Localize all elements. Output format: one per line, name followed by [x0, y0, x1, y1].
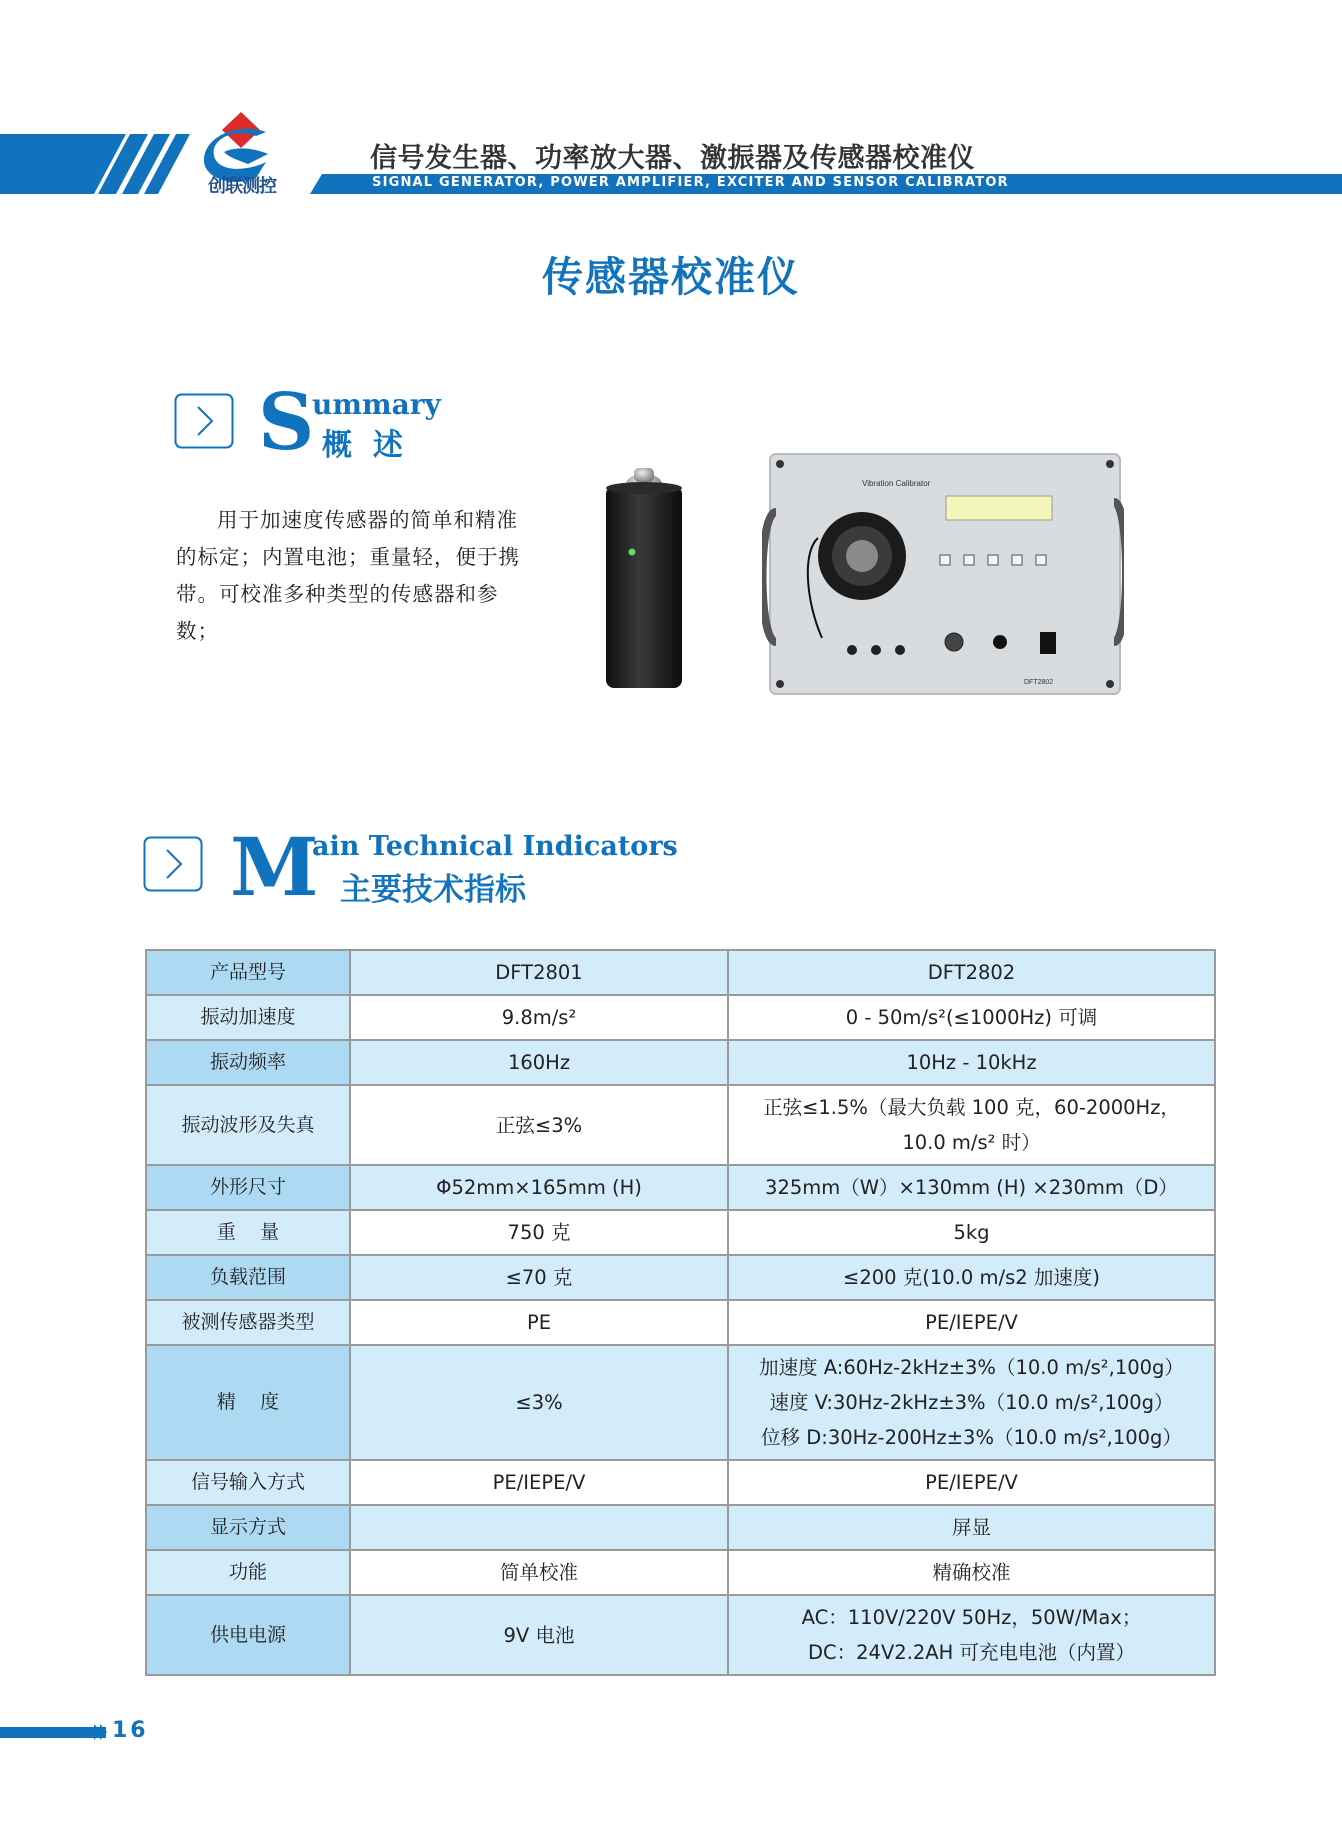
summary-paragraph: 用于加速度传感器的简单和精准的标定；内置电池；重量轻，便于携带。可校准多种类型的传感器和参数；	[176, 508, 520, 643]
device-model-label: DFT2802	[1024, 679, 1054, 686]
dft2802-value: ≤200 克(10.0 m/s2 加速度)	[728, 1255, 1215, 1300]
dft2801-value: 9V 电池	[350, 1595, 728, 1675]
spec-table	[145, 949, 1216, 1676]
row-label: 振动波形及失真	[146, 1085, 350, 1165]
table-row	[146, 1550, 1215, 1595]
row-label: 供电电源	[146, 1595, 350, 1675]
row-label: 精 度	[146, 1345, 350, 1460]
row-label: 外形尺寸	[146, 1165, 350, 1210]
row-label: 重 量	[146, 1210, 350, 1255]
dft2802-value: 加速度 A:60Hz-2kHz±3%（10.0 m/s²,100g） 速度 V:30Hz-2kHz±3%（10.0 m/s²,100g） 位移 D:30Hz-200Hz±3%（10.0 m/s²,100g）	[728, 1345, 1215, 1460]
handheld-calibrator-image	[602, 458, 686, 694]
dft2801-value: ≤3%	[350, 1345, 728, 1460]
dft2801-value: Φ52mm×165mm (H)	[350, 1165, 728, 1210]
summary-heading-cn: 概 述	[322, 428, 403, 463]
table-row	[146, 1505, 1215, 1550]
dft2802-value: PE/IEPE/V	[728, 1460, 1215, 1505]
page-title: 传感器校准仪	[542, 253, 800, 301]
dft2802-value: AC：110V/220V 50Hz，50W/Max； DC：24V2.2AH 可充电电池（内置）	[728, 1595, 1215, 1675]
indicators-big-letter: M	[230, 820, 319, 914]
dft2801-value: ≤70 克	[350, 1255, 728, 1300]
dft2802-value: 屏显	[728, 1505, 1215, 1550]
row-label: 被测传感器类型	[146, 1300, 350, 1345]
table-header-cell: DFT2801	[350, 950, 728, 995]
row-label: 功能	[146, 1550, 350, 1595]
header-title: 信号发生器、功率放大器、激振器及传感器校准仪	[370, 143, 975, 174]
dft2802-value: 10Hz - 10kHz	[728, 1040, 1215, 1085]
row-label: 振动加速度	[146, 995, 350, 1040]
dft2802-value: PE/IEPE/V	[728, 1300, 1215, 1345]
row-label: 振动频率	[146, 1040, 350, 1085]
footer-bar	[0, 1727, 106, 1738]
dft2802-value: 正弦≤1.5%（最大负载 100 克，60-2000Hz， 10.0 m/s² 时）	[728, 1085, 1215, 1165]
table-row	[146, 1040, 1215, 1085]
section-arrow-icon	[174, 393, 234, 449]
indicators-heading-en: ain Technical Indicators	[312, 831, 678, 862]
indicators-heading-cn: 主要技术指标	[340, 872, 526, 908]
dft2801-value: 160Hz	[350, 1040, 728, 1085]
summary-big-letter: S	[258, 377, 315, 468]
brand-name: 创联测控	[208, 176, 276, 197]
table-header-row	[146, 950, 1215, 995]
section-arrow-icon	[143, 836, 203, 892]
row-label: 负载范围	[146, 1255, 350, 1300]
dft2801-value: 简单校准	[350, 1550, 728, 1595]
table-row	[146, 1300, 1215, 1345]
row-label: 信号输入方式	[146, 1460, 350, 1505]
page-number: 16	[112, 1718, 149, 1743]
header-bar-left	[0, 134, 88, 194]
dft2801-value: PE	[350, 1300, 728, 1345]
dft2801-value	[350, 1505, 728, 1550]
table-row	[146, 1085, 1215, 1165]
dft2802-value: 0 - 50m/s²(≤1000Hz) 可调	[728, 995, 1215, 1040]
dft2801-value: PE/IEPE/V	[350, 1460, 728, 1505]
dft2802-value: 精确校准	[728, 1550, 1215, 1595]
header-subtitle: SIGNAL GENERATOR, POWER AMPLIFIER, EXCITER AND SENSOR CALIBRATOR	[372, 175, 1009, 190]
summary-heading-en: ummary	[312, 388, 441, 421]
table-header-cell: 产品型号	[146, 950, 350, 995]
dft2801-value: 9.8m/s²	[350, 995, 728, 1040]
table-row	[146, 1345, 1215, 1460]
table-row	[146, 995, 1215, 1040]
device-panel-label: Vibration Calibrator	[862, 479, 931, 488]
table-row	[146, 1595, 1215, 1675]
double-chevron-icon	[94, 1724, 108, 1740]
row-label: 显示方式	[146, 1505, 350, 1550]
header-stripes-decoration	[78, 134, 193, 194]
dft2802-value: 325mm（W）×130mm (H) ×230mm（D）	[728, 1165, 1215, 1210]
dft2801-value: 750 克	[350, 1210, 728, 1255]
table-header-cell: DFT2802	[728, 950, 1215, 995]
dft2801-value: 正弦≤3%	[350, 1085, 728, 1165]
table-row	[146, 1165, 1215, 1210]
bench-calibrator-image	[762, 452, 1124, 696]
dft2802-value: 5kg	[728, 1210, 1215, 1255]
table-row	[146, 1255, 1215, 1300]
table-row	[146, 1210, 1215, 1255]
table-row	[146, 1460, 1215, 1505]
